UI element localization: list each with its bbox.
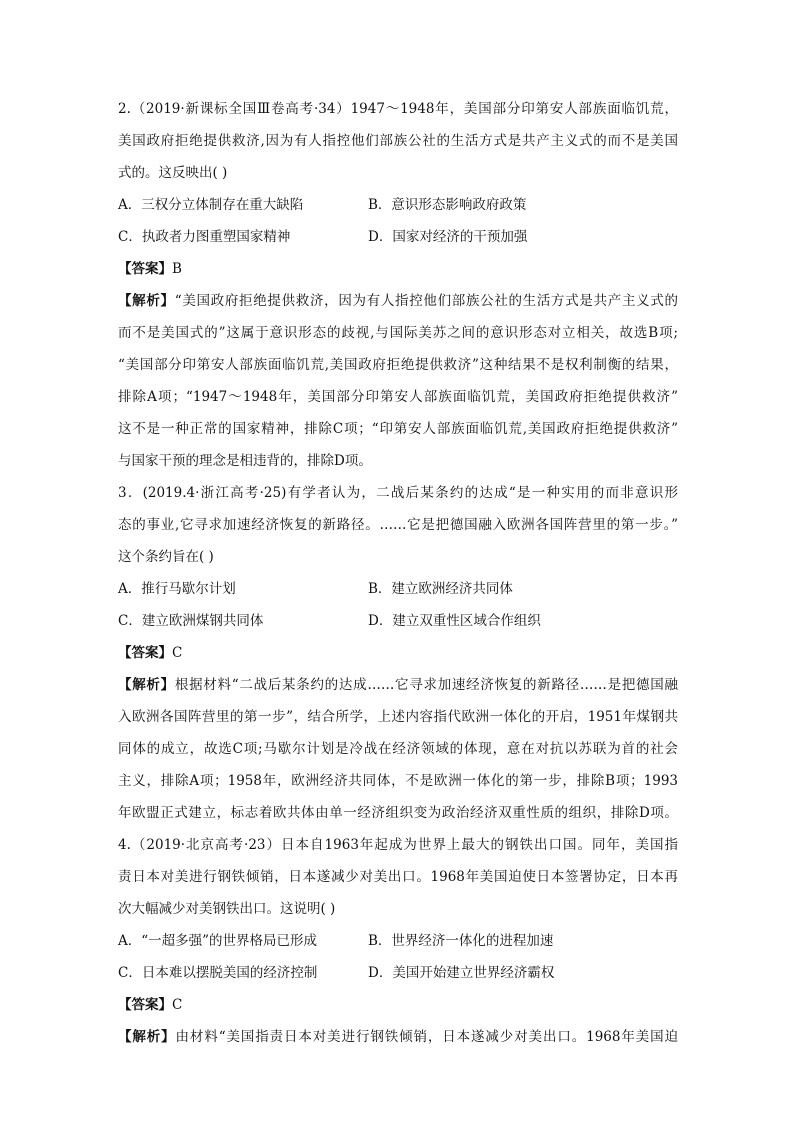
- question-3-stem-line: 3．(2019.4·浙江高考·25)有学者认为，二战后某条约的达成“是一种实用的而非意识形: [118, 485, 678, 501]
- question-2-analysis-line: 排除A项；“1947～1948年，美国部分印第安人部族面临饥荒，美国政府拒绝提供救济”: [118, 389, 678, 405]
- question-2-analysis-line: 与国家干预的理念是相违背的，排除D项。: [118, 453, 372, 469]
- question-3-stem-line: 态的事业,它寻求加速经济恢复的新路径。……它是把德国融入欧洲各国阵营里的第一步。”: [118, 517, 678, 533]
- document-page: [118, 100, 678, 1060]
- option-a: A．三权分立体制存在重大缺陷: [118, 197, 304, 213]
- question-2-stem-line: 2.（2019·新课标全国Ⅲ卷高考·34）1947～1948年，美国部分印第安人部族面临饥荒，: [118, 101, 678, 117]
- question-3-answer: [118, 644, 678, 663]
- question-3-analysis-line: 同体的成立，故选C项;马歇尔计划是冷战在经济领域的体现，意在对抗以苏联为首的社会: [118, 741, 678, 757]
- question-3-analysis-line: [118, 676, 678, 695]
- question-2: [118, 100, 678, 471]
- option-a: A．“一超多强”的世界格局已形成: [118, 933, 318, 949]
- answer-tag: 【答案】: [118, 997, 172, 1013]
- question-2-stem-line: 式的。这反映出( ): [118, 165, 228, 181]
- question-4-answer: [118, 996, 678, 1015]
- question-2-analysis-line: “美国部分印第安人部族面临饥荒,美国政府拒绝提供救济”这种结果不是权利制衡的结果，: [118, 357, 678, 373]
- option-c: C．日本难以摆脱美国的经济控制: [118, 965, 318, 981]
- question-3-options-row-2: [118, 612, 678, 631]
- answer-value: B: [172, 261, 182, 277]
- option-b: B．意识形态影响政府政策: [368, 197, 527, 213]
- question-3: [118, 484, 678, 823]
- option-b: B．世界经济一体化的进程加速: [368, 933, 554, 949]
- question-4: [118, 836, 678, 1047]
- question-2-options-row-1: [118, 196, 678, 215]
- question-2-options-row-2: [118, 228, 678, 247]
- question-2-answer: [118, 260, 678, 279]
- analysis-text: 根据材料“二战后某条约的达成……它寻求加速经济恢复的新路径……是把德国融: [174, 677, 678, 693]
- question-3-analysis-line: 主义，排除A项；1958年，欧洲经济共同体，不是欧洲一体化的第一步，排除B项；1993: [118, 773, 678, 789]
- question-2-analysis-line: 而不是美国式的”这属于意识形态的歧视,与国际美苏之间的意识形态对立相关，故选B项;: [118, 325, 678, 341]
- option-b: B．建立欧洲经济共同体: [368, 581, 513, 597]
- analysis-tag: 【解析】: [118, 1029, 176, 1045]
- question-4-options-row-2: [118, 964, 678, 983]
- question-4-stem-line: 4.（2019·北京高考·23）日本自1963年起成为世界上最大的钢铁出口国。同年，美国指: [118, 837, 678, 853]
- question-3-analysis-line: 入欧洲各国阵营里的第一步”，结合所学，上述内容指代欧洲一体化的开启，1951年煤钢共: [118, 709, 678, 725]
- option-d: D．美国开始建立世界经济霸权: [368, 965, 555, 981]
- analysis-text: 由材料“美国指责日本对美进行钢铁倾销，日本遂减少对美出口。1968年美国迫: [175, 1029, 678, 1045]
- answer-value: C: [172, 997, 183, 1013]
- question-4-stem-line: 次大幅减少对美钢铁出口。这说明( ): [118, 901, 336, 917]
- answer-tag: 【答案】: [118, 645, 172, 661]
- question-2-analysis-line: [118, 292, 678, 311]
- option-d: D．建立双重性区域合作组织: [368, 613, 541, 629]
- option-d: D．国家对经济的干预加强: [368, 229, 528, 245]
- question-4-options-row-1: [118, 932, 678, 951]
- question-2-stem-line: 美国政府拒绝提供救济,因为有人指控他们部族公社的生活方式是共产主义式的而不是美国: [118, 133, 678, 149]
- question-3-options-row-1: [118, 580, 678, 599]
- option-c: C．执政者力图重塑国家精神: [118, 229, 291, 245]
- option-c: C．建立欧洲煤钢共同体: [118, 613, 264, 629]
- analysis-tag: 【解析】: [118, 677, 175, 693]
- answer-value: C: [172, 645, 183, 661]
- question-4-stem-line: 责日本对美进行钢铁倾销，日本遂减少对美出口。1968年美国迫使日本签署协定，日本再: [118, 869, 678, 885]
- analysis-tag: 【解析】: [118, 293, 175, 309]
- question-3-stem-line: 这个条约旨在( ): [118, 549, 214, 565]
- option-a: A．推行马歇尔计划: [118, 581, 236, 597]
- answer-tag: 【答案】: [118, 261, 172, 277]
- analysis-text: “美国政府拒绝提供救济，因为有人指控他们部族公社的生活方式是共产主义式的: [174, 293, 678, 309]
- question-2-analysis-line: 这不是一种正常的国家精神，排除C项；“印第安人部族面临饥荒,美国政府拒绝提供救济”: [118, 421, 678, 437]
- question-4-analysis-line: [118, 1028, 678, 1047]
- question-3-analysis-line: 年欧盟正式建立，标志着欧共体由单一经济组织变为政治经济双重性质的组织，排除D项。: [118, 805, 678, 821]
